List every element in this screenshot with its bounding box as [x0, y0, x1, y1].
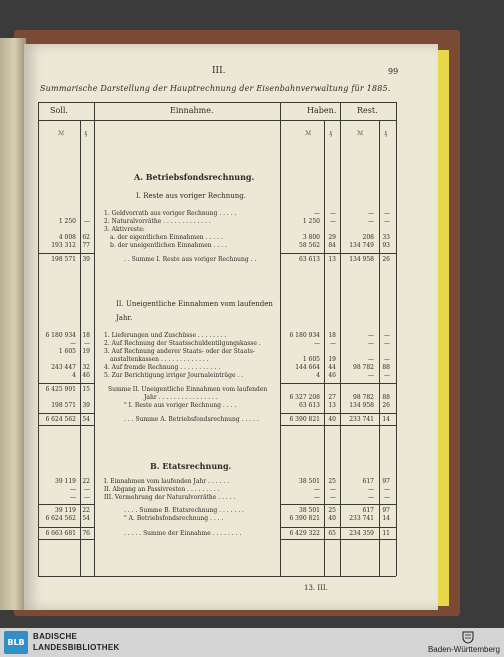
- haben-mark-cell: 6 327 208: [289, 394, 320, 401]
- total-b-rule-soll: [38, 504, 94, 505]
- haben-mark-cell: —: [314, 494, 320, 501]
- rest-mark-cell: 617: [362, 478, 374, 485]
- rest-pf-cell: 14: [382, 416, 390, 423]
- soll-pf-divider: [80, 120, 81, 576]
- grand-total-bottom-rule-haben: [280, 539, 396, 540]
- rest-mark-cell: —: [368, 486, 374, 493]
- col-einnahme: Einnahme.: [170, 106, 214, 115]
- rest-mark-cell: 134 749: [349, 242, 374, 249]
- soll-pf-cell: 39: [82, 256, 90, 263]
- rest-mark-cell: 134 958: [349, 256, 374, 263]
- soll-mark-cell: 6 180 934: [45, 332, 76, 339]
- einnahme-text-cell: 1. Geldvorrath aus voriger Rechnung . . . . .: [104, 210, 237, 217]
- einnahme-text-cell: II. Abgang an Passivresten . . . . . . . . .: [104, 486, 220, 493]
- unit-pf-haben: ₰: [329, 130, 332, 137]
- document-page: [24, 44, 438, 610]
- haben-mark-cell: 6 180 934: [289, 332, 320, 339]
- soll-pf-cell: 22: [82, 507, 90, 514]
- rest-pf-cell: —: [384, 210, 390, 217]
- rest-pf-cell: 11: [382, 530, 390, 537]
- rest-mark-cell: —: [368, 372, 374, 379]
- soll-pf-cell: 77: [82, 242, 90, 249]
- haben-mark-cell: —: [314, 486, 320, 493]
- haben-mark-cell: 38 501: [299, 478, 320, 485]
- soll-pf-cell: 46: [82, 372, 90, 379]
- soll-pf-cell: 15: [82, 386, 90, 393]
- total-a-bottom-rule-soll: [38, 425, 94, 426]
- unit-mark-rest: ℳ: [357, 130, 364, 137]
- rest-pf-cell: 88: [382, 394, 390, 401]
- soll-mark-cell: 4: [72, 372, 76, 379]
- einnahme-text-cell: a. der eigentlichen Einnahmen . . . . .: [110, 234, 223, 241]
- section-a-sub2-cont: Jahr.: [116, 314, 133, 322]
- soll-mark-cell: 6 425 991: [45, 386, 76, 393]
- einnahme-text-cell: anstaltenkassen . . . . . . . . . . . . .: [110, 356, 209, 363]
- haben-mark-cell: 1 605: [302, 356, 320, 363]
- rest-pf-cell: 97: [382, 478, 390, 485]
- rest-pf-cell: 88: [382, 364, 390, 371]
- haben-pf-divider: [324, 120, 325, 576]
- rest-pf-cell: —: [384, 340, 390, 347]
- haben-pf-cell: 18: [328, 332, 336, 339]
- haben-pf-cell: —: [330, 340, 336, 347]
- einnahme-text-cell: Summe II. Uneigentliche Einnahmen vom laufenden: [108, 386, 268, 393]
- rest-pf-cell: 14: [382, 515, 390, 522]
- total-b-rule-haben: [280, 504, 396, 505]
- rest-pf-cell: 97: [382, 507, 390, 514]
- haben-pf-cell: 84: [328, 242, 336, 249]
- einnahme-text-cell: . . . . Summe B. Etatsrechnung . . . . . . .: [124, 507, 244, 514]
- table-bottom-rule: [38, 576, 396, 577]
- haben-pf-cell: —: [330, 218, 336, 225]
- total-a2-rule-haben: [280, 383, 396, 384]
- soll-mark-cell: 6 624 562: [45, 416, 76, 423]
- haben-mark-cell: 6 390 821: [289, 515, 320, 522]
- signature-mark: 13. III.: [304, 584, 328, 592]
- section-a-sub1: I. Reste aus voriger Rechnung.: [136, 192, 246, 200]
- haben-pf-cell: 13: [328, 402, 336, 409]
- soll-mark-cell: 39 119: [55, 478, 76, 485]
- rest-mark-cell: —: [368, 340, 374, 347]
- rest-pf-cell: —: [384, 218, 390, 225]
- soll-mark-cell: —: [70, 340, 76, 347]
- rest-pf-cell: 33: [382, 234, 390, 241]
- rest-pf-cell: —: [384, 486, 390, 493]
- rest-mark-cell: 98 782: [353, 394, 374, 401]
- soll-pf-cell: —: [84, 494, 90, 501]
- einnahme-text-cell: 4. Auf fremde Rechnung . . . . . . . . . . .: [104, 364, 221, 371]
- left-page-edge: [0, 38, 26, 610]
- einnahme-text-cell: . . Summe I. Reste aus voriger Rechnung . .: [124, 256, 257, 263]
- einnahme-text-cell: I. Einnahmen vom laufenden Jahr . . . . . .: [104, 478, 230, 485]
- einnahme-text-cell: 3. Aktivreste:: [104, 226, 145, 233]
- grand-total-rule-soll: [38, 527, 94, 528]
- einnahme-text-cell: 3. Auf Rechnung anderer Staats- oder der Staats-: [104, 348, 255, 355]
- einnahme-text-cell: 2. Auf Rechnung der Staatsschuldentilgungskasse .: [104, 340, 261, 347]
- rest-mark-cell: 98 782: [353, 364, 374, 371]
- einnahme-text-cell: " I. Reste aus voriger Rechnung . . . .: [124, 402, 237, 409]
- haben-mark-cell: 63 613: [299, 402, 320, 409]
- rest-pf-cell: —: [384, 356, 390, 363]
- rest-pf-cell: 26: [382, 402, 390, 409]
- rest-pf-divider: [379, 120, 380, 576]
- haben-mark-cell: 1 250: [302, 218, 320, 225]
- haben-mark-cell: —: [314, 340, 320, 347]
- haben-pf-cell: 29: [328, 234, 336, 241]
- soll-pf-cell: 62: [82, 234, 90, 241]
- page-title: Summarische Darstellung der Hauptrechnung der Eisenbahnverwaltung für 1885.: [40, 84, 391, 93]
- haben-pf-cell: 19: [328, 356, 336, 363]
- col-rest: Rest.: [357, 106, 378, 115]
- soll-pf-cell: —: [84, 486, 90, 493]
- rest-pf-cell: —: [384, 494, 390, 501]
- soll-pf-cell: 18: [82, 332, 90, 339]
- total-a-rule-haben: [280, 413, 396, 414]
- einnahme-text-cell: 5. Zur Berichtigung irriger Journaleinträge . .: [104, 372, 244, 379]
- soll-mark-cell: 1 250: [58, 218, 76, 225]
- soll-mark-cell: 6 624 562: [45, 515, 76, 522]
- soll-pf-cell: 32: [82, 364, 90, 371]
- soll-mark-cell: 4 008: [58, 234, 76, 241]
- haben-pf-cell: 40: [328, 416, 336, 423]
- einnahme-text-cell: b. der uneigentlichen Einnahmen . . . .: [110, 242, 227, 249]
- haben-pf-cell: 13: [328, 256, 336, 263]
- einnahme-text-cell: 1. Lieferungen und Zuschüsse . . . . . . . .: [104, 332, 227, 339]
- soll-mark-cell: 243 447: [51, 364, 76, 371]
- soll-mark-cell: 198 571: [51, 402, 76, 409]
- rest-pf-cell: —: [384, 332, 390, 339]
- soll-mark-cell: 6 663 681: [45, 530, 76, 537]
- table-right-border: [396, 102, 397, 576]
- einnahme-text-cell: . . . Summe A. Betriebsfondsrechnung . . . . .: [124, 416, 259, 423]
- haben-pf-cell: —: [330, 210, 336, 217]
- rest-pf-cell: 26: [382, 256, 390, 263]
- total-a-bottom-rule-haben: [280, 425, 396, 426]
- haben-pf-cell: 40: [328, 515, 336, 522]
- page-number: 99: [388, 67, 399, 76]
- rest-mark-cell: —: [368, 218, 374, 225]
- total-a1-rule-haben: [280, 253, 396, 254]
- haben-mark-cell: 144 664: [295, 364, 320, 371]
- rest-mark-cell: 208: [362, 234, 374, 241]
- haben-mark-cell: 6 390 821: [289, 416, 320, 423]
- unit-mark-haben: ℳ: [305, 130, 312, 137]
- total-a2-rule-soll: [38, 383, 94, 384]
- soll-pf-cell: 39: [82, 402, 90, 409]
- soll-mark-cell: —: [70, 494, 76, 501]
- blb-logo[interactable]: BLB: [4, 631, 28, 654]
- rest-mark-cell: —: [368, 210, 374, 217]
- unit-mark-soll: ℳ: [58, 130, 65, 137]
- einnahme-text-cell: III. Vermehrung der Naturalvorräthe . . . . .: [104, 494, 236, 501]
- section-a-heading: A. Betriebsfondsrechnung.: [134, 172, 255, 182]
- grand-total-bottom-rule-soll: [38, 539, 94, 540]
- soll-mark-cell: 1 605: [58, 348, 76, 355]
- soll-pf-cell: 76: [82, 530, 90, 537]
- haben-pf-cell: 27: [328, 394, 336, 401]
- soll-mark-cell: 193 312: [51, 242, 76, 249]
- library-name-line2: LANDESBIBLIOTHEK: [33, 643, 120, 652]
- haben-pf-cell: —: [330, 486, 336, 493]
- haben-pf-cell: 25: [328, 507, 336, 514]
- haben-pf-cell: —: [330, 494, 336, 501]
- haben-mark-cell: —: [314, 210, 320, 217]
- rest-mark-cell: 234 359: [349, 530, 374, 537]
- rest-mark-cell: —: [368, 332, 374, 339]
- col-haben: Haben.: [307, 106, 337, 115]
- haben-mark-cell: 38 501: [299, 507, 320, 514]
- rest-mark-cell: 233 741: [349, 515, 374, 522]
- soll-mark-cell: 198 571: [51, 256, 76, 263]
- yellow-page-edge: [438, 50, 449, 606]
- table-top-rule: [38, 102, 396, 103]
- soll-pf-cell: 22: [82, 478, 90, 485]
- haben-mark-cell: 63 613: [299, 256, 320, 263]
- einnahme-text-cell: " A. Betriebsfondsrechnung . . . .: [124, 515, 224, 522]
- rest-pf-cell: 93: [382, 242, 390, 249]
- rest-mark-cell: 233 741: [349, 416, 374, 423]
- rest-mark-cell: —: [368, 356, 374, 363]
- rest-mark-cell: 134 958: [349, 402, 374, 409]
- soll-pf-cell: 19: [82, 348, 90, 355]
- einnahme-text-cell: . . . . . Summe der Einnahme . . . . . . . .: [124, 530, 242, 537]
- haben-mark-cell: 6 429 322: [289, 530, 320, 537]
- state-name: Baden-Württemberg: [427, 645, 500, 654]
- rest-pf-cell: —: [384, 372, 390, 379]
- soll-pf-cell: —: [84, 218, 90, 225]
- section-number: III.: [212, 66, 226, 76]
- rest-mark-cell: —: [368, 494, 374, 501]
- soll-mark-cell: 39 119: [55, 507, 76, 514]
- haben-pf-cell: 44: [328, 364, 336, 371]
- soll-pf-cell: 54: [82, 515, 90, 522]
- section-a-sub2: II. Uneigentliche Einnahmen vom laufenden: [116, 300, 273, 308]
- total-a1-rule-soll: [38, 253, 94, 254]
- haben-pf-cell: 25: [328, 478, 336, 485]
- grand-total-rule-haben: [280, 527, 396, 528]
- library-footer: [0, 628, 504, 657]
- unit-pf-rest: ₰: [384, 130, 387, 137]
- einnahme-text-cell: 2. Naturalvorräthe . . . . . . . . . . . . .: [104, 218, 211, 225]
- coat-of-arms-icon: [461, 630, 475, 644]
- col-soll: Soll.: [50, 106, 68, 115]
- total-a-rule-soll: [38, 413, 94, 414]
- haben-mark-cell: 4: [316, 372, 320, 379]
- haben-mark-cell: 58 562: [299, 242, 320, 249]
- einnahme-text-cell: Jahr . . . . . . . . . . . . . . . .: [144, 394, 218, 401]
- soll-mark-cell: —: [70, 486, 76, 493]
- library-name-line1: BADISCHE: [33, 632, 78, 641]
- haben-mark-cell: 3 800: [302, 234, 320, 241]
- haben-pf-cell: 65: [328, 530, 336, 537]
- section-b-heading: B. Etatsrechnung.: [150, 461, 232, 471]
- unit-pf-soll: ₰: [84, 130, 87, 137]
- soll-col-divider: [94, 102, 95, 576]
- header-bottom-rule: [38, 120, 396, 121]
- soll-pf-cell: —: [84, 340, 90, 347]
- rest-mark-cell: 617: [362, 507, 374, 514]
- haben-pf-cell: 46: [328, 372, 336, 379]
- soll-pf-cell: 54: [82, 416, 90, 423]
